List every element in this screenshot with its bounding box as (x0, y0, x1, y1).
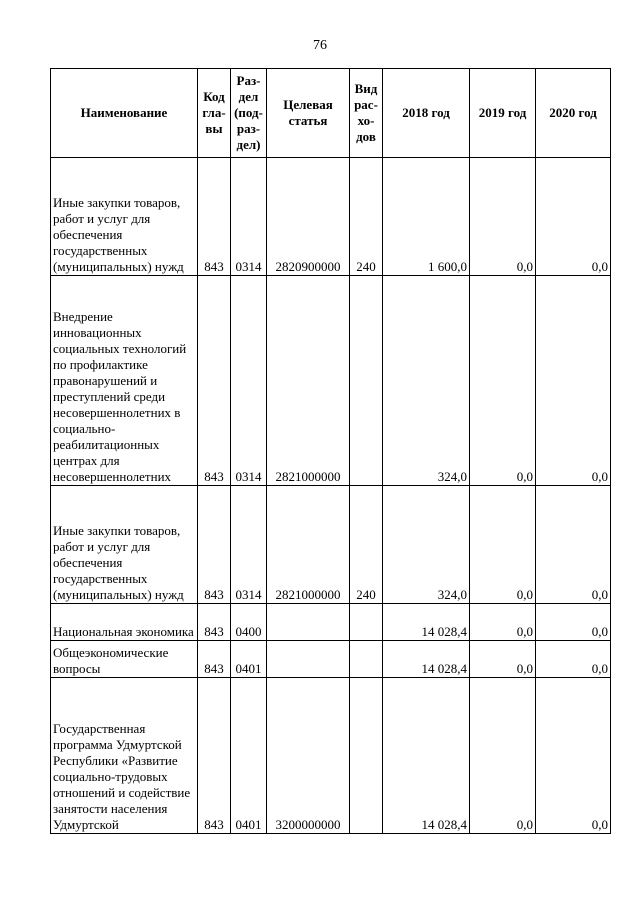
row-expense (350, 276, 383, 486)
row-target: 2821000000 (267, 276, 350, 486)
header-2019: 2019 год (470, 69, 536, 158)
table-row (51, 678, 611, 834)
table-row (51, 276, 611, 486)
row-name: Государственная программа Удмуртской Республики «Развитие социально-трудовых отношений и содействие занятости населения Удмуртской (51, 678, 198, 834)
row-section: 0401 (231, 641, 267, 678)
budget-table (50, 68, 611, 834)
row-name: Внедрение инновационных социальных технологий по профилактике правонарушений и преступлений среди несовершеннолетних в социально-реабилитационных центрах для несовершеннолетних (51, 276, 198, 486)
table-row (51, 158, 611, 276)
row-target (267, 604, 350, 641)
page-number: 76 (313, 38, 327, 53)
row-2020: 0,0 (536, 678, 611, 834)
header-name: Наименование (51, 69, 198, 158)
row-section: 0314 (231, 158, 267, 276)
row-target (267, 641, 350, 678)
row-name: Иные закупки товаров, работ и услуг для обеспечения государственных (муниципальных) нужд (51, 158, 198, 276)
header-expense: Вид рас-хо-дов (350, 69, 383, 158)
row-2020: 0,0 (536, 486, 611, 604)
row-code: 843 (198, 604, 231, 641)
row-code: 843 (198, 158, 231, 276)
row-section: 0401 (231, 678, 267, 834)
header-section: Раз-дел (под-раз-дел) (231, 69, 267, 158)
row-name: Общеэкономические вопросы (51, 641, 198, 678)
row-expense (350, 604, 383, 641)
row-expense (350, 678, 383, 834)
row-target: 3200000000 (267, 678, 350, 834)
row-expense: 240 (350, 158, 383, 276)
row-2020: 0,0 (536, 604, 611, 641)
row-2018: 1 600,0 (383, 158, 470, 276)
row-2019: 0,0 (470, 604, 536, 641)
table-row (51, 641, 611, 678)
row-expense (350, 641, 383, 678)
row-2019: 0,0 (470, 276, 536, 486)
row-2020: 0,0 (536, 276, 611, 486)
row-2019: 0,0 (470, 158, 536, 276)
row-2018: 14 028,4 (383, 678, 470, 834)
row-2019: 0,0 (470, 678, 536, 834)
row-target: 2821000000 (267, 486, 350, 604)
row-name: Иные закупки товаров, работ и услуг для обеспечения государственных (муниципальных) нужд (51, 486, 198, 604)
row-section: 0400 (231, 604, 267, 641)
table-header-row (51, 69, 611, 158)
row-name: Национальная экономика (51, 604, 198, 641)
row-target: 2820900000 (267, 158, 350, 276)
row-2018: 14 028,4 (383, 641, 470, 678)
row-section: 0314 (231, 276, 267, 486)
header-code: Код гла-вы (198, 69, 231, 158)
row-code: 843 (198, 641, 231, 678)
row-code: 843 (198, 486, 231, 604)
table-row (51, 486, 611, 604)
row-code: 843 (198, 276, 231, 486)
row-2020: 0,0 (536, 641, 611, 678)
row-expense: 240 (350, 486, 383, 604)
header-2018: 2018 год (383, 69, 470, 158)
row-2018: 324,0 (383, 486, 470, 604)
row-2019: 0,0 (470, 641, 536, 678)
row-2018: 324,0 (383, 276, 470, 486)
row-section: 0314 (231, 486, 267, 604)
row-code: 843 (198, 678, 231, 834)
header-target: Целевая статья (267, 69, 350, 158)
header-2020: 2020 год (536, 69, 611, 158)
row-2020: 0,0 (536, 158, 611, 276)
table-row (51, 604, 611, 641)
row-2019: 0,0 (470, 486, 536, 604)
row-2018: 14 028,4 (383, 604, 470, 641)
